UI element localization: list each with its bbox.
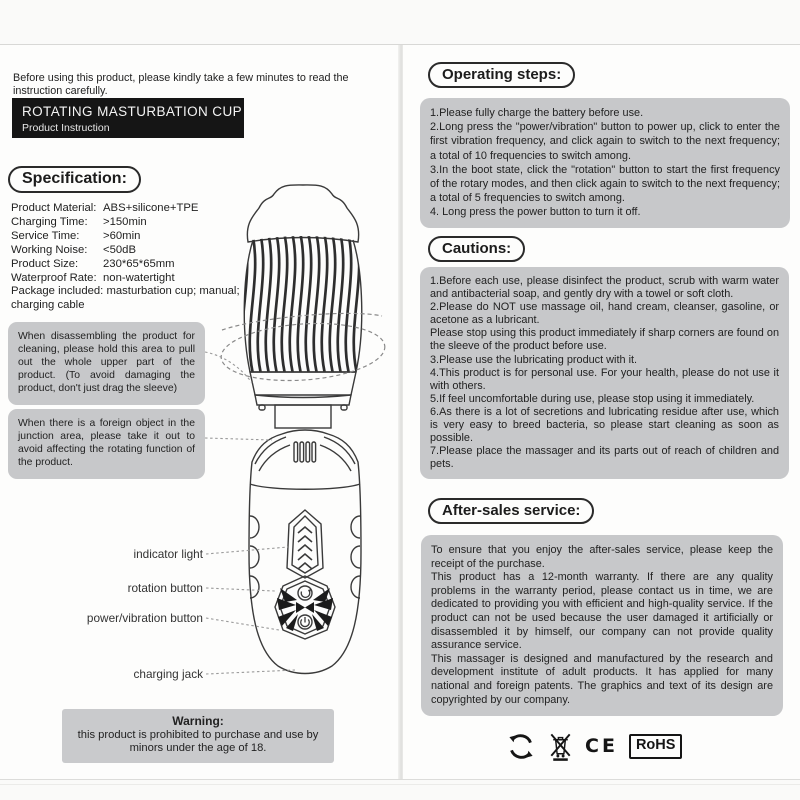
button-cluster: [275, 576, 335, 639]
cautions-heading: Cautions:: [428, 236, 525, 262]
page-bottom-shadow: [0, 784, 800, 785]
caution-item: 5.If feel uncomfortable during use, please stop using it immediately.: [430, 392, 755, 405]
warning-title: Warning:: [172, 714, 224, 728]
after-sales-paragraph: This massager is designed and manufactured by the research and development institute of adult products. It has applied for many national and foreign patents. The graphics and text of its design are copyrighted by our company.: [431, 652, 773, 706]
certification-marks: [506, 731, 682, 762]
caution-item: 7.Please place the massager and its parts out of reach of children and pets.: [430, 445, 779, 471]
cup-sleeve: [226, 232, 367, 378]
indicator-chevrons: [298, 527, 312, 569]
vent-slits: [294, 442, 316, 462]
page-right: [403, 45, 800, 779]
page-left: [0, 45, 400, 779]
cup-cap: [247, 185, 358, 242]
cautions-box: [420, 267, 789, 479]
label-power-vibration-button: power/vibration button: [86, 611, 203, 625]
ce-mark: CE: [585, 735, 618, 757]
label-rotation-button: rotation button: [127, 581, 203, 595]
page-bottom-edge: [0, 779, 800, 780]
spec-value: non-watertight: [103, 271, 175, 284]
after-sales-box: [421, 535, 783, 716]
product-illustration: [210, 180, 390, 690]
spec-label: Working Noise:: [11, 243, 88, 256]
spec-value: ABS+silicone+TPE: [103, 202, 199, 214]
spec-value: >150min: [103, 215, 147, 228]
caution-item: 4.This product is for personal use. For your health, please do not use it with others.: [430, 366, 779, 392]
power-vibration-button: [298, 615, 312, 629]
caution-item: 3.Please use the lubricating product with it.: [430, 353, 638, 366]
product-title-box: [12, 98, 244, 138]
specification-heading: Specification:: [8, 166, 141, 193]
operating-steps-box: [420, 98, 790, 228]
handle-body: [249, 430, 361, 674]
product-title: ROTATING MASTURBATION CUP: [22, 104, 243, 119]
caution-item: 6.As there is a lot of secretions and lubricating residue after use, which is very easy to breed bacteria, so please start cleaning as soon as possible.: [430, 405, 779, 445]
caution-item: 1.Before each use, please disinfect the product, scrub with warm water and antibacterial soap, and gently dry with a towel or soft cloth.: [430, 275, 779, 301]
label-charging-jack: charging jack: [133, 667, 203, 681]
junction-connector: [275, 405, 331, 428]
operating-step: 1.Please fully charge the battery before use.: [430, 107, 644, 119]
disassembly-note: When disassembling the product for cleaning, please hold this area to pull out the whole upper part of the product. (To avoid damaging the product, don't just drag the sleeve): [8, 322, 205, 405]
spec-label: Product Material:: [11, 202, 97, 214]
caution-item: 2.Please do NOT use massage oil, hand cream, cleanser, gasoline, or acetone as a lubricant.: [430, 301, 779, 327]
junction-note: When there is a foreign object in the junction area, please take it out to avoid affecting the rotating function of the product.: [8, 409, 205, 479]
rohs-badge: RoHS: [629, 734, 682, 758]
weee-crossed-bin-icon: [547, 731, 574, 762]
button-fan-wings: [277, 588, 333, 631]
label-indicator-light: indicator light: [133, 547, 203, 561]
spec-package-line: Package included: masturbation cup; manual; charging cable: [11, 285, 240, 312]
rotation-button: [298, 586, 312, 600]
spec-label: Service Time:: [11, 229, 80, 242]
after-sales-paragraph: To ensure that you enjoy the after-sales service, please keep the receipt of the purchase.: [431, 544, 773, 570]
spec-label: Waterproof Rate:: [11, 271, 97, 284]
product-subtitle: Product Instruction: [22, 122, 110, 134]
operating-step: 3.In the boot state, click the "rotation" button to start the first frequency of the rotary modes, and then click again to switch to the next frequency; a total of 5 frequencies to switch among.: [430, 163, 780, 205]
rotation-arrow-icon: [301, 590, 310, 597]
operating-step: 2.Long press the "power/vibration" button to power up, click to enter the first vibration frequency, and click again to switch to the next frequency; a total of 10 frequencies to switch among.: [430, 121, 780, 162]
indicator-light-panel: [287, 510, 323, 578]
green-dot-recycle-icon: [506, 732, 536, 761]
spec-value: 230*65*65mm: [103, 257, 175, 270]
spec-label: Product Size:: [11, 257, 79, 270]
operating-step: 4. Long press the power button to turn it off.: [430, 206, 641, 219]
intro-text: Before using this product, please kindly take a few minutes to read the instruction carefully.: [13, 71, 349, 97]
caution-item: Please stop using this product immediately if sharp corners are found on the sleeve of the product before use.: [430, 327, 779, 353]
operating-steps-heading: Operating steps:: [428, 62, 575, 88]
after-sales-heading: After-sales service:: [428, 498, 594, 524]
spec-label: Charging Time:: [11, 215, 88, 228]
spec-value: <50dB: [103, 243, 136, 256]
after-sales-paragraph: This product has a 12-month warranty. If there are any quality problems in the warranty period, please contact us in time, we are dedicated to providing you with efficient and high-quality service. If the product can not be used because the user damaged it artificially or disassembled it by himself, our company can not provide quality assurance service.: [431, 571, 773, 652]
warning-body: this product is prohibited to purchase and use by minors under the age of 18.: [77, 728, 319, 754]
spec-value: >60min: [103, 229, 141, 242]
warning-box: [62, 709, 334, 763]
